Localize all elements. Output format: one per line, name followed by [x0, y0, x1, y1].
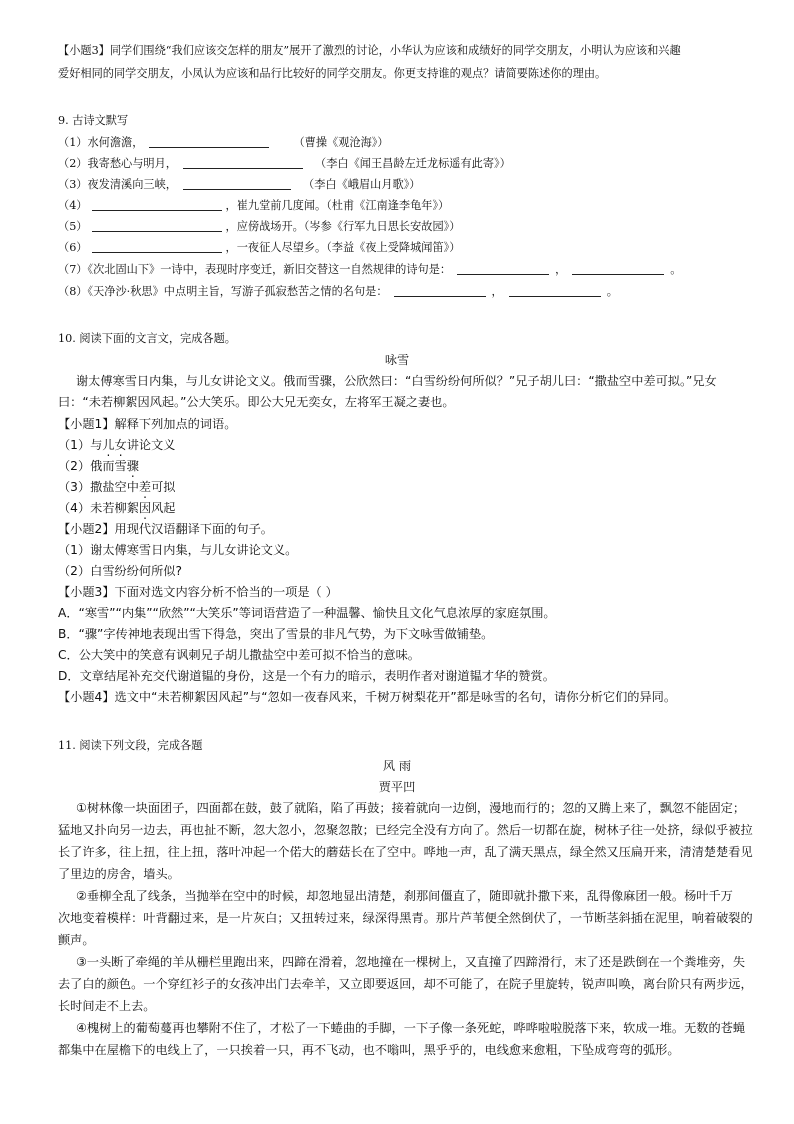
- q11-essay-author: 贾平凹: [378, 780, 416, 794]
- q11-para3-line1: ③一头断了牵绳的羊从栅栏里跑出来，四蹄在滑着，忽地撞在一棵树上，又直撞了四蹄滑行，末了还是跌倒在一个粪堆旁，失: [76, 955, 746, 969]
- answer-blank[interactable]: [572, 263, 664, 275]
- answer-blank[interactable]: [509, 285, 601, 297]
- q10-passage-line2: 曰：“未若柳絮因风起。”公大笑乐。即公大兄无奕女，左将军王凝之妻也。: [58, 395, 455, 409]
- q11-para1-line1: ①树林像一块面团子，四面都在鼓，鼓了就陷，陷了再鼓；接着就向一边倒，漫地而行的；忽的又腾上来了，飘忽不能固定；: [76, 801, 746, 815]
- q10-option-b[interactable]: B．“骤”字传神地表现出雪下得急，突出了雪景的非凡气势，为下文咏雪做铺垫。: [58, 627, 494, 641]
- q10-word-2: （2）俄而雪骤: [58, 459, 139, 473]
- q11-para2-line3: 颤声。: [58, 933, 95, 947]
- q10-sub3-prompt: 【小题3】下面对选文内容分析不恰当的一项是（ ）: [58, 585, 338, 599]
- q11-title: 11. 阅读下列文段，完成各题: [58, 739, 203, 752]
- q10-word-4: （4）未若柳絮因风起: [58, 501, 176, 515]
- q9-item-7: （7）《次北固山下》一诗中，表现时序变迁，新旧交替这一自然规律的诗句是： ， 。: [58, 263, 682, 276]
- q11-para4-line2: 都集中在屋檐下的电线上了，一只挨着一只，再不飞动，也不嗡叫，黑乎乎的，电线愈来愈粗，下坠成弯弯的弧形。: [58, 1043, 680, 1057]
- q10-sub2-prompt: 【小题2】用现代汉语翻译下面的句子。: [58, 522, 273, 536]
- answer-blank[interactable]: [457, 263, 549, 275]
- q10-translate-1: （1）谢太傅寒雪日内集，与儿女讲论文义。: [58, 543, 298, 557]
- answer-blank[interactable]: [183, 178, 291, 190]
- answer-blank[interactable]: [394, 285, 486, 297]
- q8-sub3-line1: 【小题3】同学们围绕“我们应该交怎样的朋友”展开了激烈的讨论，小华认为应该和成绩好的同学交朋友，小明认为应该和兴趣: [58, 44, 681, 57]
- q10-option-c[interactable]: C．公大笑中的笑意有讽刺兄子胡儿撒盐空中差可拟不恰当的意味。: [58, 648, 420, 662]
- q11-para1-line4: 了里边的房舍，墙头。: [58, 867, 180, 881]
- q9-item-2: （2）我寄愁心与明月， （李白《闻王昌龄左迁龙标遥有此寄》）: [58, 157, 511, 170]
- answer-blank[interactable]: [92, 220, 222, 232]
- q9-item-1: （1）水何澹澹， （曹操《观沧海》）: [58, 136, 389, 149]
- q8-sub3-line2: 爱好相同的同学交朋友，小凤认为应该和品行比较好的同学交朋友。你更支持谁的观点？请简要陈述你的理由。: [58, 67, 607, 80]
- q9-item-8: （8）《天净沙·秋思》中点明主旨，写游子孤寂愁苦之情的名句是： ， 。: [58, 285, 618, 298]
- q10-word-1: （1）与儿女讲论文义: [58, 438, 176, 452]
- q9-item-5: （5） ，应傍战场开。（岑参《行军九日思长安故园》）: [58, 220, 461, 233]
- q11-para1-line2: 猛地又扑向另一边去，再也扯不断，忽大忽小，忽聚忽散；已经完全没有方向了。然后一切都在旋，树林子往一处挤，绿似乎被拉: [58, 823, 753, 837]
- q11-para1-line3: 长了许多，往上扭，往上扭，落叶冲起一个偌大的蘑菇长在了空中。哗地一声，乱了满天黑点，绿全然又压扁开来，清清楚楚看见: [58, 845, 753, 859]
- q9-item-6: （6） ，一夜征人尽望乡。（李益《夜上受降城闻笛》）: [58, 241, 461, 254]
- q11-para2-line2: 次地变着模样：叶背翻过来，是一片灰白；又扭转过来，绿深得黑青。那片芦苇便全然倒伏了，一节断茎斜插在泥里，响着破裂的: [58, 911, 753, 925]
- q11-para3-line3: 长时间走不上去。: [58, 999, 156, 1013]
- q10-sub4-prompt: 【小题4】选文中“未若柳絮因风起”与“忽如一夜春风来，千树万树梨花开”都是咏雪的名句，请你分析它们的异同。: [58, 690, 677, 704]
- answer-blank[interactable]: [92, 241, 222, 253]
- q10-passage-line1: 谢太傅寒雪日内集，与儿女讲论文义。俄而雪骤，公欣然曰：“白雪纷纷何所似？”兄子胡儿曰：“撒盐空中差可拟。”兄女: [76, 374, 717, 388]
- answer-blank[interactable]: [92, 199, 222, 211]
- answer-blank[interactable]: [149, 136, 269, 148]
- q9-item-3: （3）夜发清溪向三峡， （李白《峨眉山月歌》）: [58, 178, 421, 191]
- q10-translate-2: （2）白雪纷纷何所似?: [58, 564, 182, 578]
- q10-option-a[interactable]: A．“寒雪”“内集”“欣然”“大笑乐”等词语营造了一种温馨、愉快且文化气息浓厚的家庭氛围。: [58, 606, 556, 620]
- q11-essay-title: 风 雨: [382, 759, 412, 773]
- q9-title: 9. 古诗文默写: [58, 114, 129, 127]
- q11-para2-line1: ②垂柳全乱了线条，当抛举在空中的时候，却忽地显出清楚，刹那间僵直了，随即就扑撒下来，乱得像麻团一般。杨叶千万: [76, 889, 733, 903]
- answer-blank[interactable]: [183, 157, 303, 169]
- q10-passage-title: 咏雪: [384, 353, 410, 367]
- q11-para3-line2: 去了白的颜色。一个穿红衫子的女孩冲出门去牵羊，又立即要返回，却不可能了，在院子里旋转，锐声叫唤，离台阶只有两步远，: [58, 977, 753, 991]
- q10-sub1-prompt: 【小题1】解释下列加点的词语。: [58, 417, 237, 431]
- q11-para4-line1: ④槐树上的葡萄蔓再也攀附不住了，才松了一下蜷曲的手脚，一下子像一条死蛇，哗哗啦啦脱落下来，软成一堆。无数的苍蝇: [76, 1021, 746, 1035]
- q9-item-4: （4） ，崔九堂前几度闻。（杜甫《江南逢李龟年》）: [58, 199, 450, 212]
- q10-title: 10. 阅读下面的文言文，完成各题。: [58, 332, 236, 345]
- q10-option-d[interactable]: D．文章结尾补充交代谢道韫的身份，这是一个有力的暗示，表明作者对谢道韫才华的赞赏。: [58, 669, 555, 683]
- q10-word-3: （3）撒盐空中差可拟: [58, 480, 176, 494]
